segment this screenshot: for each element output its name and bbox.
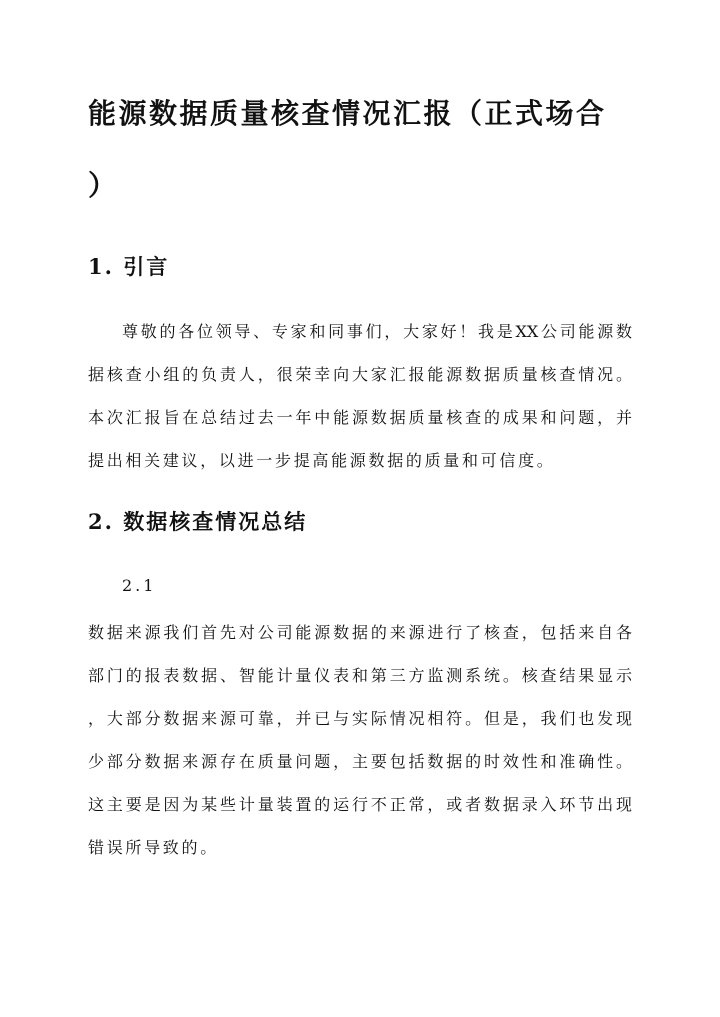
paragraph-line: 提出相关建议，以进一步提高能源数据的质量和可信度。 [88,451,556,470]
paragraph-line: 这主要是因为某些计量装置的运行不正常，或者数据录入环节出现 [88,795,632,814]
section-heading-summary: 2. 数据核查情况总结 [88,509,308,534]
document-title: 能源数据质量核查情况汇报（正式场合 [88,97,607,130]
document-title-continued: ） [88,169,119,202]
subsection-number: 2.1 [122,576,157,595]
paragraph-line: ，大部分数据来源可靠，并已与实际情况相符。但是，我们也发现 [88,709,632,728]
paragraph-line: 错误所导致的。 [88,838,219,857]
section-heading-introduction: 1. 引言 [88,254,170,279]
paragraph-line: 部门的报表数据、智能计量仪表和第三方监测系统。核查结果显示 [88,666,632,685]
paragraph-line: 本次汇报旨在总结过去一年中能源数据质量核查的成果和问题，并 [88,408,632,427]
paragraph-line: 据核查小组的负责人，很荣幸向大家汇报能源数据质量核查情况。 [88,365,632,384]
paragraph-line: 尊敬的各位领导、专家和同事们，大家好！我是XX公司能源数 [122,322,632,341]
paragraph-line: 少部分数据来源存在质量问题，主要包括数据的时效性和准确性。 [88,752,632,771]
paragraph-line: 数据来源我们首先对公司能源数据的来源进行了核查，包括来自各 [88,623,632,642]
